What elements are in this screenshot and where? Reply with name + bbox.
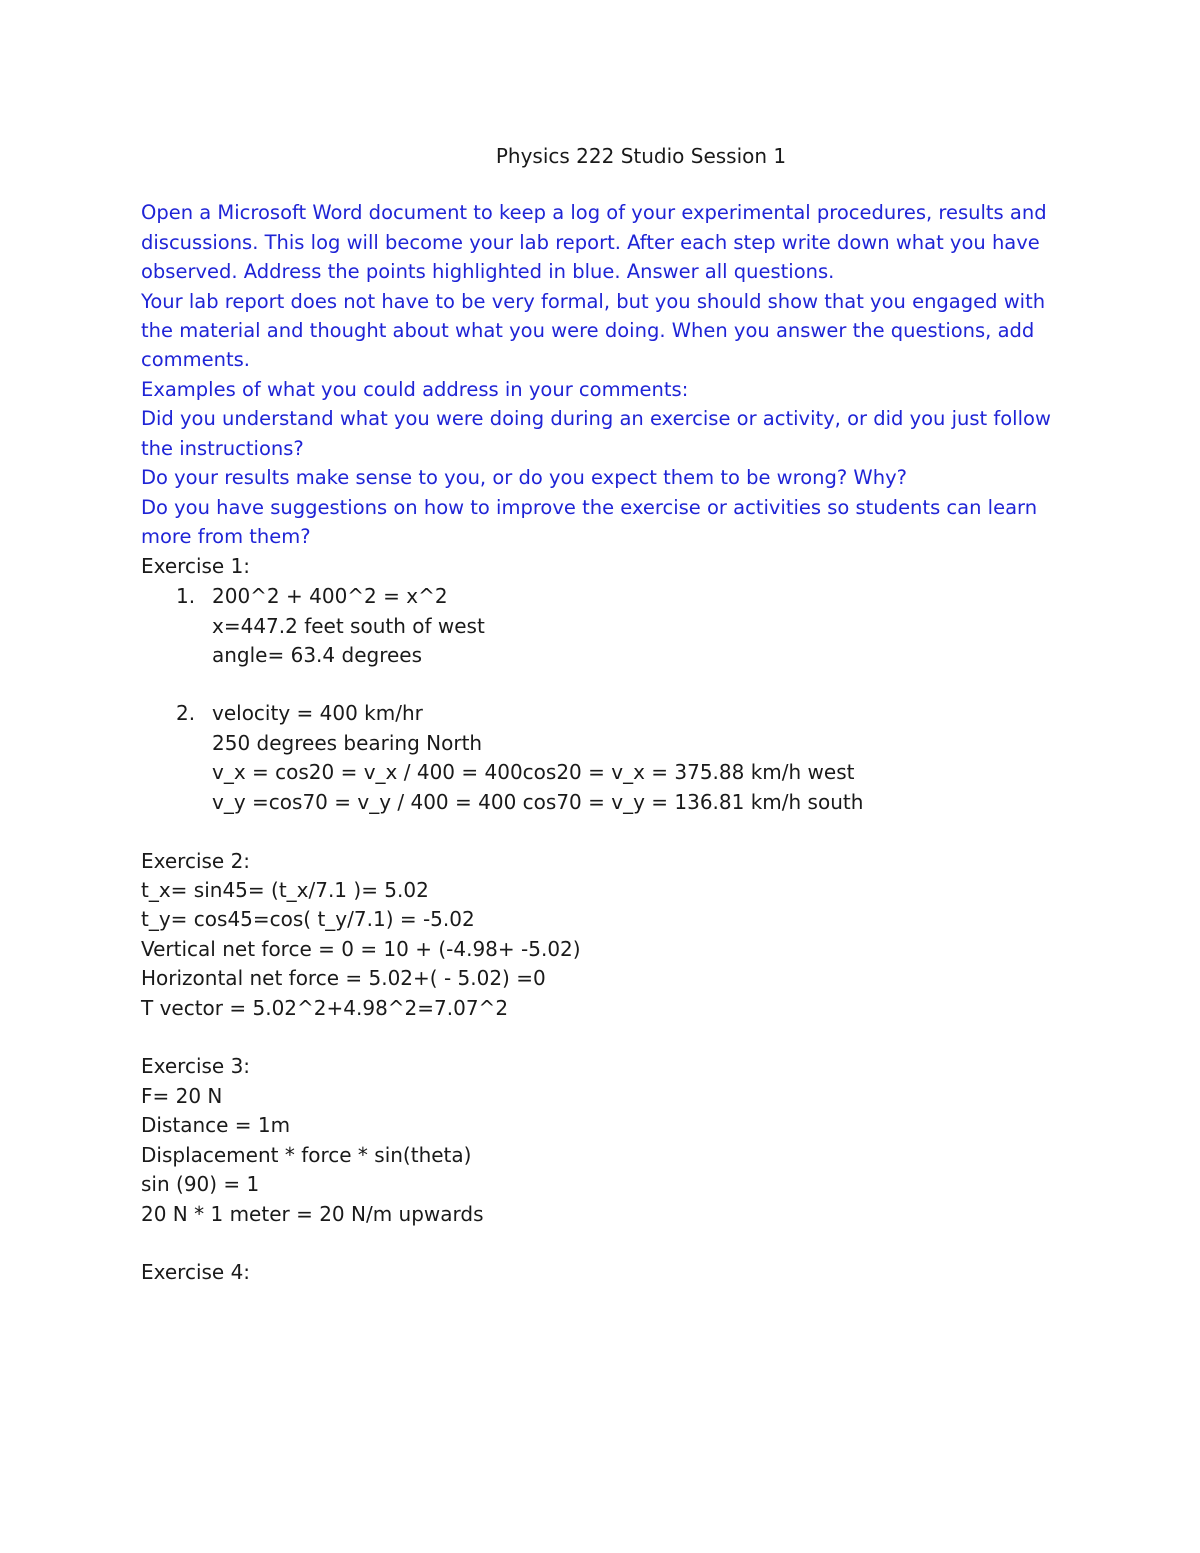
- document-title: Physics 222 Studio Session 1: [495, 144, 787, 168]
- instruction-line: Do you have suggestions on how to improve the exercise or activities so students can learn: [141, 496, 1038, 519]
- instruction-line: Do your results make sense to you, or do you expect them to be wrong? Why?: [141, 466, 907, 489]
- exercise-4-heading: Exercise 4:: [141, 1260, 251, 1284]
- exercise-1-line: v_y =cos70 = v_y / 400 = 400 cos70 = v_y = 136.81 km/h south: [212, 790, 864, 814]
- instruction-line: observed. Address the points highlighted in blue. Answer all questions.: [141, 260, 835, 283]
- instruction-line: the instructions?: [141, 437, 304, 460]
- exercise-2-line: T vector = 5.02^2+4.98^2=7.07^2: [141, 996, 509, 1020]
- instruction-line: more from them?: [141, 525, 311, 548]
- exercise-1-line: x=447.2 feet south of west: [212, 614, 485, 638]
- instruction-line: comments.: [141, 348, 251, 371]
- instruction-line: the material and thought about what you were doing. When you answer the questions, add: [141, 319, 1035, 342]
- exercise-3-line: F= 20 N: [141, 1084, 223, 1108]
- exercise-2-line: t_x= sin45= (t_x/7.1 )= 5.02: [141, 878, 429, 902]
- instruction-line: discussions. This log will become your lab report. After each step write down what you have: [141, 231, 1040, 254]
- exercise-1-line: angle= 63.4 degrees: [212, 643, 422, 667]
- instruction-line: Did you understand what you were doing during an exercise or activity, or did you just follow: [141, 407, 1051, 430]
- exercise-1-heading: Exercise 1:: [141, 554, 251, 578]
- list-number: 2.: [176, 701, 196, 725]
- instruction-line: Examples of what you could address in your comments:: [141, 378, 689, 401]
- exercise-1-line: v_x = cos20 = v_x / 400 = 400cos20 = v_x = 375.88 km/h west: [212, 760, 855, 784]
- exercise-3-line: 20 N * 1 meter = 20 N/m upwards: [141, 1202, 484, 1226]
- exercise-2-line: Horizontal net force = 5.02+( - 5.02) =0: [141, 966, 546, 990]
- exercise-1-line: 200^2 + 400^2 = x^2: [212, 584, 448, 608]
- exercise-3-line: sin (90) = 1: [141, 1172, 260, 1196]
- exercise-1-line: velocity = 400 km/hr: [212, 701, 423, 725]
- exercise-3-line: Distance = 1m: [141, 1113, 291, 1137]
- list-number: 1.: [176, 584, 196, 608]
- exercise-2-line: t_y= cos45=cos( t_y/7.1) = -5.02: [141, 907, 475, 931]
- instruction-line: Open a Microsoft Word document to keep a log of your experimental procedures, results and: [141, 201, 1047, 224]
- exercise-2-line: Vertical net force = 0 = 10 + (-4.98+ -5.02): [141, 937, 581, 961]
- exercise-2-heading: Exercise 2:: [141, 849, 251, 873]
- instruction-line: Your lab report does not have to be very formal, but you should show that you engaged with: [141, 290, 1046, 313]
- exercise-1-line: 250 degrees bearing North: [212, 731, 483, 755]
- exercise-3-heading: Exercise 3:: [141, 1054, 251, 1078]
- exercise-3-line: Displacement * force * sin(theta): [141, 1143, 472, 1167]
